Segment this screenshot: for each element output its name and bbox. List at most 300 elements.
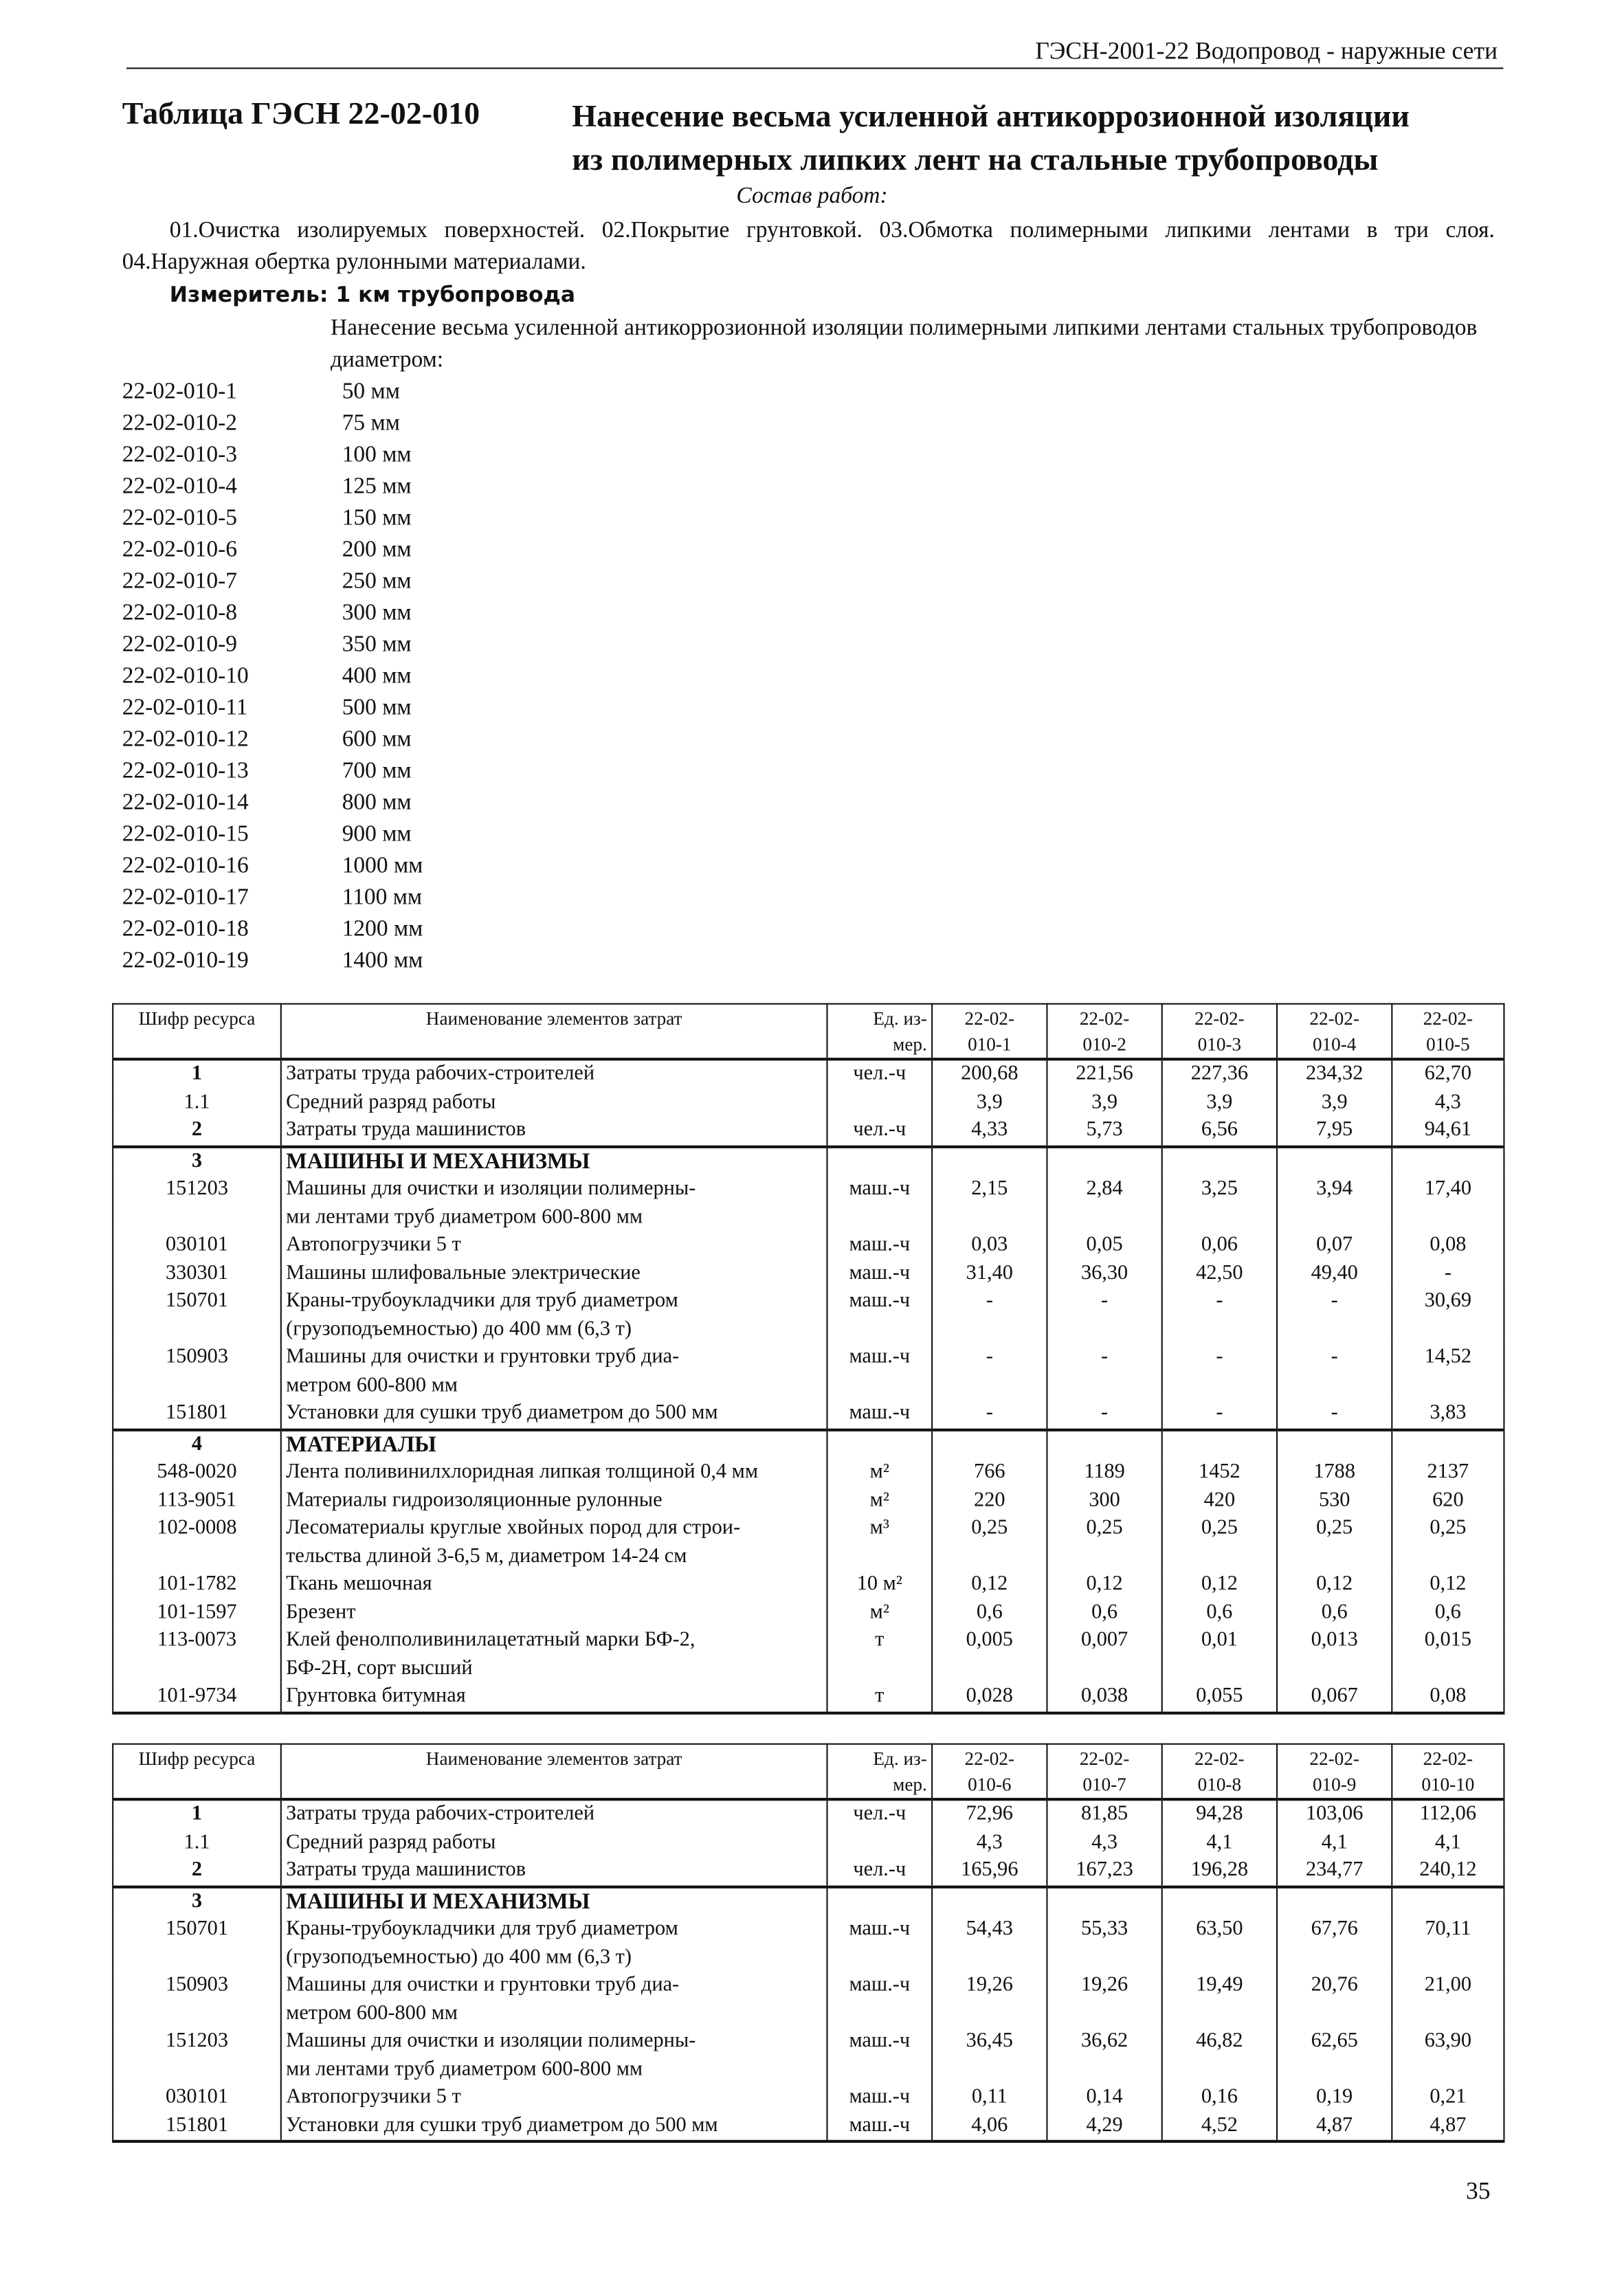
- unit: маш.-ч: [827, 1260, 932, 1288]
- code-list-item: [122, 693, 423, 724]
- resource-code: 030101: [113, 2084, 281, 2112]
- code-list-item: [122, 756, 423, 788]
- resource-code: 2: [113, 1857, 281, 1886]
- norm-code: 22-02-010-1: [122, 379, 238, 404]
- norm-code: 22-02-010-8: [122, 601, 238, 625]
- resource-code: 3: [113, 1886, 281, 1916]
- norm-value: 0,12: [1277, 1571, 1392, 1599]
- norm-code: 22-02-010-6: [122, 537, 238, 562]
- header-norm: 22-02- 010-10: [1392, 1744, 1504, 1800]
- cost-name: Затраты труда машинистов: [281, 1857, 827, 1886]
- norm-value: 4,52: [1162, 2112, 1277, 2141]
- norm-value: 0,12: [932, 1571, 1047, 1599]
- header-cost-name: Наименование элементов затрат: [281, 1004, 827, 1060]
- unit: [827, 1089, 932, 1117]
- norm-value: 0,25: [1047, 1515, 1161, 1571]
- norm-code: 22-02-010-17: [122, 885, 249, 910]
- cost-name: Лесоматериалы круглые хвойных пород для строи- тельства длиной 3-6,5 м, диаметром 14-24 см: [281, 1515, 827, 1571]
- norm-value: 3,9: [1047, 1089, 1161, 1117]
- norm-value: [932, 1146, 1047, 1176]
- unit: маш.-ч: [827, 1972, 932, 2028]
- norm-value: 240,12: [1392, 1857, 1504, 1886]
- norm-code: 22-02-010-3: [122, 443, 238, 467]
- unit: м²: [827, 1459, 932, 1487]
- unit: м³: [827, 1515, 932, 1571]
- norm-code: 22-02-010-19: [122, 948, 249, 973]
- pipe-diameter: 50 мм: [342, 379, 400, 404]
- pipe-diameter: 350 мм: [342, 632, 412, 657]
- table-row: [113, 1857, 1504, 1886]
- norm-value: 0,6: [1277, 1599, 1392, 1627]
- norm-value: -: [1047, 1288, 1161, 1344]
- pipe-diameter: 400 мм: [342, 664, 412, 689]
- norm-value: 0,038: [1047, 1683, 1161, 1713]
- cost-name: Материалы гидроизоляционные рулонные: [281, 1486, 827, 1515]
- norm-value: -: [1162, 1344, 1277, 1400]
- code-list-item: [122, 788, 423, 819]
- table-row: [113, 1176, 1504, 1232]
- norm-value: 20,76: [1277, 1972, 1392, 2028]
- norm-value: 2137: [1392, 1459, 1504, 1487]
- resource-code: 150701: [113, 1288, 281, 1344]
- norm-code: 22-02-010-9: [122, 632, 238, 657]
- resource-code: 4: [113, 1429, 281, 1459]
- resource-code: 101-1782: [113, 1571, 281, 1599]
- norm-value: 0,007: [1047, 1627, 1161, 1683]
- norm-value: 0,21: [1392, 2084, 1504, 2112]
- cost-name: Автопогрузчики 5 т: [281, 1232, 827, 1260]
- header-norm: 22-02- 010-8: [1162, 1744, 1277, 1800]
- norm-value: 0,067: [1277, 1683, 1392, 1713]
- norm-value: 0,08: [1392, 1232, 1504, 1260]
- norm-value: [1277, 1146, 1392, 1176]
- pipe-diameter: 900 мм: [342, 822, 412, 847]
- pipe-diameter: 300 мм: [342, 601, 412, 625]
- unit: [827, 1146, 932, 1176]
- table-row: [113, 2084, 1504, 2112]
- norm-value: 0,19: [1277, 2084, 1392, 2112]
- table-row: [113, 1486, 1504, 1515]
- pipe-diameter: 500 мм: [342, 695, 412, 720]
- pipe-diameter: 200 мм: [342, 537, 412, 562]
- norm-value: 19,26: [1047, 1972, 1161, 2028]
- cost-name: Затраты труда рабочих-строителей: [281, 1799, 827, 1829]
- cost-name: Клей фенолполивинилацетатный марки БФ-2, БФ-2Н, сорт высший: [281, 1627, 827, 1683]
- norm-value: 3,83: [1392, 1400, 1504, 1429]
- cost-name: Машины для очистки и изоляции полимерны- ми лентами труб диаметром 600-800 мм: [281, 1176, 827, 1232]
- code-list-item: [122, 566, 423, 598]
- norm-value: -: [932, 1288, 1047, 1344]
- table-row: [113, 2028, 1504, 2084]
- norm-value: 3,9: [1277, 1089, 1392, 1117]
- pipe-diameter: 800 мм: [342, 790, 412, 815]
- norm-value: 165,96: [932, 1857, 1047, 1886]
- norm-value: 55,33: [1047, 1916, 1161, 1972]
- code-list-item: [122, 630, 423, 661]
- norm-value: 620: [1392, 1486, 1504, 1515]
- table-id: Таблица ГЭСН 22-02-010: [122, 95, 480, 131]
- cost-name: Ткань мешочная: [281, 1571, 827, 1599]
- pipe-diameter: 150 мм: [342, 506, 412, 531]
- table-row: [113, 1232, 1504, 1260]
- unit: маш.-ч: [827, 2084, 932, 2112]
- norm-value: [1047, 1146, 1161, 1176]
- norm-value: 4,1: [1392, 1829, 1504, 1857]
- cost-name: Машины шлифовальные электрические: [281, 1260, 827, 1288]
- cost-name: Установки для сушки труб диаметром до 500 мм: [281, 1400, 827, 1429]
- unit: маш.-ч: [827, 2112, 932, 2141]
- norm-value: 0,16: [1162, 2084, 1277, 2112]
- cost-name: Машины для очистки и изоляции полимерны- ми лентами труб диаметром 600-800 мм: [281, 2028, 827, 2084]
- resource-code: 150903: [113, 1972, 281, 2028]
- cost-name: Затраты труда машинистов: [281, 1117, 827, 1146]
- code-list-item: [122, 377, 423, 408]
- norm-code: 22-02-010-12: [122, 727, 249, 752]
- unit: маш.-ч: [827, 1288, 932, 1344]
- norm-code: 22-02-010-4: [122, 474, 238, 499]
- norm-value: 0,11: [932, 2084, 1047, 2112]
- table-row: [113, 1089, 1504, 1117]
- pipe-diameter: 250 мм: [342, 569, 412, 594]
- resource-code: 030101: [113, 1232, 281, 1260]
- norm-value: 21,00: [1392, 1972, 1504, 2028]
- norm-code: 22-02-010-5: [122, 506, 238, 531]
- norm-value: [1392, 1146, 1504, 1176]
- cost-name: Машины для очистки и грунтовки труб диа- метром 600-800 мм: [281, 1972, 827, 2028]
- norm-value: 3,9: [1162, 1089, 1277, 1117]
- norm-value: 0,6: [932, 1599, 1047, 1627]
- code-list-item: [122, 882, 423, 914]
- norm-value: 0,6: [1162, 1599, 1277, 1627]
- unit: маш.-ч: [827, 1400, 932, 1429]
- unit: маш.-ч: [827, 1916, 932, 1972]
- norm-code: 22-02-010-7: [122, 569, 238, 594]
- resource-code: 3: [113, 1146, 281, 1176]
- cost-name: Краны-трубоукладчики для труб диаметром (грузоподъемностью) до 400 мм (6,3 т): [281, 1288, 827, 1344]
- cost-name: МАТЕРИАЛЫ: [281, 1429, 827, 1459]
- norm-value: 4,1: [1277, 1829, 1392, 1857]
- norm-value: 2,15: [932, 1176, 1047, 1232]
- code-list-item: [122, 851, 423, 882]
- resource-code: 330301: [113, 1260, 281, 1288]
- header-norm: 22-02- 010-6: [932, 1744, 1047, 1800]
- norm-value: 234,77: [1277, 1857, 1392, 1886]
- resource-code: 150701: [113, 1916, 281, 1972]
- norm-value: 3,9: [932, 1089, 1047, 1117]
- section-row: [113, 1886, 1504, 1916]
- norm-value: 220: [932, 1486, 1047, 1515]
- pipe-diameter: 125 мм: [342, 474, 412, 499]
- page-number: 35: [1466, 2177, 1491, 2205]
- norm-value: 103,06: [1277, 1799, 1392, 1829]
- header-cost-name: Наименование элементов затрат: [281, 1744, 827, 1800]
- norm-value: -: [1047, 1400, 1161, 1429]
- header-norm: 22-02- 010-7: [1047, 1744, 1161, 1800]
- norm-value: 530: [1277, 1486, 1392, 1515]
- unit: маш.-ч: [827, 1176, 932, 1232]
- norm-value: 0,05: [1047, 1232, 1161, 1260]
- norm-value: -: [1392, 1260, 1504, 1288]
- unit: чел.-ч: [827, 1799, 932, 1829]
- table-row: [113, 1599, 1504, 1627]
- code-list-item: [122, 724, 423, 756]
- norm-value: 4,1: [1162, 1829, 1277, 1857]
- resource-code: 1.1: [113, 1089, 281, 1117]
- table-row: [113, 1288, 1504, 1344]
- norm-value: 46,82: [1162, 2028, 1277, 2084]
- header-norm: 22-02- 010-3: [1162, 1004, 1277, 1060]
- unit: м²: [827, 1599, 932, 1627]
- norm-value: 0,013: [1277, 1627, 1392, 1683]
- header-rule: [126, 67, 1503, 69]
- norm-value: 0,06: [1162, 1232, 1277, 1260]
- norm-value: 81,85: [1047, 1799, 1161, 1829]
- norm-value: 3,25: [1162, 1176, 1277, 1232]
- norm-value: 49,40: [1277, 1260, 1392, 1288]
- code-list-item: [122, 440, 423, 471]
- norm-value: 0,12: [1392, 1571, 1504, 1599]
- norm-value: 0,028: [932, 1683, 1047, 1713]
- table-row: [113, 1683, 1504, 1713]
- measure-unit: Измеритель: 1 км трубопровода: [169, 281, 576, 308]
- norm-value: 4,87: [1392, 2112, 1504, 2141]
- resource-code: 101-9734: [113, 1683, 281, 1713]
- pipe-diameter: 600 мм: [342, 727, 412, 752]
- table-row: [113, 1344, 1504, 1400]
- resource-code: 151801: [113, 2112, 281, 2141]
- section-row: [113, 1146, 1504, 1176]
- norm-value: [1277, 1429, 1392, 1459]
- norm-value: 0,25: [1277, 1515, 1392, 1571]
- norm-value: 5,73: [1047, 1117, 1161, 1146]
- resource-code: 113-0073: [113, 1627, 281, 1683]
- cost-name: Грунтовка битумная: [281, 1683, 827, 1713]
- norm-value: 31,40: [932, 1260, 1047, 1288]
- norm-value: 94,28: [1162, 1799, 1277, 1829]
- table-row: [113, 1627, 1504, 1683]
- code-list-item: [122, 914, 423, 946]
- unit: м²: [827, 1486, 932, 1515]
- norm-value: 54,43: [932, 1916, 1047, 1972]
- norm-value: 167,23: [1047, 1857, 1161, 1886]
- norm-value: -: [1162, 1288, 1277, 1344]
- pipe-diameter: 100 мм: [342, 443, 412, 467]
- norm-value: 67,76: [1277, 1916, 1392, 1972]
- norm-value: 63,90: [1392, 2028, 1504, 2084]
- norm-value: 36,62: [1047, 2028, 1161, 2084]
- cost-name: Лента поливинилхлоридная липкая толщиной 0,4 мм: [281, 1459, 827, 1487]
- table-row: [113, 1515, 1504, 1571]
- norm-value: 7,95: [1277, 1117, 1392, 1146]
- norm-value: 0,015: [1392, 1627, 1504, 1683]
- norm-value: -: [1162, 1400, 1277, 1429]
- resource-code: 2: [113, 1117, 281, 1146]
- pipe-diameter: 1100 мм: [342, 885, 423, 910]
- norm-value: -: [932, 1400, 1047, 1429]
- description: Нанесение весьма усиленной антикоррозионной изоляции полимерными липкими лентами стальных трубопроводов диаметром:: [330, 316, 1478, 372]
- norm-value: 17,40: [1392, 1176, 1504, 1232]
- resource-code: 1: [113, 1799, 281, 1829]
- table-title-line: Нанесение весьма усиленной антикоррозионной изоляции: [572, 98, 1410, 134]
- norm-value: 63,50: [1162, 1916, 1277, 1972]
- resource-code: 548-0020: [113, 1459, 281, 1487]
- norm-value: [1162, 1146, 1277, 1176]
- code-list-item: [122, 408, 423, 440]
- header-norm: 22-02- 010-2: [1047, 1004, 1161, 1060]
- table-row: [113, 1459, 1504, 1487]
- norm-value: 766: [932, 1459, 1047, 1487]
- table-row: [113, 1972, 1504, 2028]
- norm-value: 196,28: [1162, 1857, 1277, 1886]
- norm-value: 0,08: [1392, 1683, 1504, 1713]
- norm-value: 112,06: [1392, 1799, 1504, 1829]
- cost-name: Затраты труда рабочих-строителей: [281, 1059, 827, 1089]
- norm-value: 1788: [1277, 1459, 1392, 1487]
- norm-value: 0,12: [1162, 1571, 1277, 1599]
- norm-value: 0,03: [932, 1232, 1047, 1260]
- unit: т: [827, 1627, 932, 1683]
- norm-value: -: [1277, 1400, 1392, 1429]
- unit: маш.-ч: [827, 1232, 932, 1260]
- table-row: [113, 1916, 1504, 1972]
- norm-value: 72,96: [932, 1799, 1047, 1829]
- cost-name: Средний разряд работы: [281, 1829, 827, 1857]
- norm-value: 4,87: [1277, 2112, 1392, 2141]
- norm-value: 62,70: [1392, 1059, 1504, 1089]
- norm-value: [1392, 1886, 1504, 1916]
- norm-value: 36,30: [1047, 1260, 1161, 1288]
- norm-code: 22-02-010-15: [122, 822, 249, 847]
- table-row: [113, 1260, 1504, 1288]
- table-title: [572, 95, 1410, 181]
- norm-value: 0,07: [1277, 1232, 1392, 1260]
- cost-name: МАШИНЫ И МЕХАНИЗМЫ: [281, 1146, 827, 1176]
- norm-value: 4,3: [932, 1829, 1047, 1857]
- norm-value: 221,56: [1047, 1059, 1161, 1089]
- cost-name: Краны-трубоукладчики для труб диаметром (грузоподъемностью) до 400 мм (6,3 т): [281, 1916, 827, 1972]
- norm-value: 0,25: [1162, 1515, 1277, 1571]
- norm-value: 227,36: [1162, 1059, 1277, 1089]
- norm-value: 4,3: [1392, 1089, 1504, 1117]
- header-unit: Ед. из- мер.: [827, 1004, 932, 1060]
- header-norm: 22-02- 010-9: [1277, 1744, 1392, 1800]
- norm-code: 22-02-010-2: [122, 411, 238, 436]
- resource-code: 1.1: [113, 1829, 281, 1857]
- running-header: ГЭСН-2001-22 Водопровод - наружные сети: [1035, 37, 1498, 65]
- resource-code: 113-9051: [113, 1486, 281, 1515]
- resource-code: 151801: [113, 1400, 281, 1429]
- norm-value: [1162, 1886, 1277, 1916]
- resource-code: 1: [113, 1059, 281, 1089]
- norm-value: 4,29: [1047, 2112, 1161, 2141]
- table-row: [113, 1571, 1504, 1599]
- code-list-item: [122, 819, 423, 851]
- unit: 10 м²: [827, 1571, 932, 1599]
- code-list-item: [122, 661, 423, 693]
- norm-value: -: [1277, 1288, 1392, 1344]
- norm-code: 22-02-010-14: [122, 790, 249, 815]
- unit: чел.-ч: [827, 1857, 932, 1886]
- cost-name: Машины для очистки и грунтовки труб диа- метром 600-800 мм: [281, 1344, 827, 1400]
- norm-value: 3,94: [1277, 1176, 1392, 1232]
- norm-value: 70,11: [1392, 1916, 1504, 1972]
- resource-code: 150903: [113, 1344, 281, 1400]
- unit: чел.-ч: [827, 1117, 932, 1146]
- norm-value: 42,50: [1162, 1260, 1277, 1288]
- code-list-item: [122, 598, 423, 630]
- table-row: [113, 1799, 1504, 1829]
- norm-value: 62,65: [1277, 2028, 1392, 2084]
- section-row: [113, 1429, 1504, 1459]
- norm-value: [1162, 1429, 1277, 1459]
- resource-code: 101-1597: [113, 1599, 281, 1627]
- header-norm: 22-02- 010-4: [1277, 1004, 1392, 1060]
- norm-code: 22-02-010-11: [122, 695, 248, 720]
- norm-code: 22-02-010-16: [122, 854, 249, 878]
- norm-value: [932, 1886, 1047, 1916]
- header-unit: Ед. из- мер.: [827, 1744, 932, 1800]
- norm-value: 0,055: [1162, 1683, 1277, 1713]
- norm-value: 4,06: [932, 2112, 1047, 2141]
- norm-value: 0,25: [1392, 1515, 1504, 1571]
- norm-value: 36,45: [932, 2028, 1047, 2084]
- table-row: [113, 1059, 1504, 1089]
- cost-name: Брезент: [281, 1599, 827, 1627]
- norm-code: 22-02-010-10: [122, 664, 249, 689]
- norm-value: 4,3: [1047, 1829, 1161, 1857]
- table-row: [113, 1400, 1504, 1429]
- norm-code: 22-02-010-13: [122, 759, 249, 783]
- norm-value: 0,01: [1162, 1627, 1277, 1683]
- pipe-diameter: 1000 мм: [342, 854, 423, 878]
- norm-value: [932, 1429, 1047, 1459]
- table-title-line: из полимерных липких лент на стальные трубопроводы: [572, 140, 1379, 177]
- unit: [827, 1829, 932, 1857]
- code-list: [122, 377, 423, 977]
- norm-value: 200,68: [932, 1059, 1047, 1089]
- norm-value: 0,12: [1047, 1571, 1161, 1599]
- norm-value: [1047, 1886, 1161, 1916]
- cost-name: Автопогрузчики 5 т: [281, 2084, 827, 2112]
- norm-value: -: [1277, 1344, 1392, 1400]
- cost-name: МАШИНЫ И МЕХАНИЗМЫ: [281, 1886, 827, 1916]
- norm-value: 1452: [1162, 1459, 1277, 1487]
- norm-value: 0,25: [932, 1515, 1047, 1571]
- table-header-row: [113, 1004, 1504, 1060]
- norm-value: 94,61: [1392, 1117, 1504, 1146]
- norm-value: 4,33: [932, 1117, 1047, 1146]
- resource-code: 102-0008: [113, 1515, 281, 1571]
- norm-value: -: [932, 1344, 1047, 1400]
- norm-value: 0,14: [1047, 2084, 1161, 2112]
- norm-value: 19,26: [932, 1972, 1047, 2028]
- resource-code: 151203: [113, 2028, 281, 2084]
- norm-value: 0,005: [932, 1627, 1047, 1683]
- work-composition-label: Состав работ:: [736, 183, 888, 209]
- header-resource-code: Шифр ресурса: [113, 1004, 281, 1060]
- norm-value: 1189: [1047, 1459, 1161, 1487]
- norm-value: [1047, 1429, 1161, 1459]
- pipe-diameter: 75 мм: [342, 411, 400, 436]
- code-list-item: [122, 946, 423, 977]
- header-resource-code: Шифр ресурса: [113, 1744, 281, 1800]
- cost-name: Средний разряд работы: [281, 1089, 827, 1117]
- norm-value: 300: [1047, 1486, 1161, 1515]
- norm-value: [1277, 1886, 1392, 1916]
- norm-value: 6,56: [1162, 1117, 1277, 1146]
- pipe-diameter: 700 мм: [342, 759, 412, 783]
- norm-value: 0,6: [1047, 1599, 1161, 1627]
